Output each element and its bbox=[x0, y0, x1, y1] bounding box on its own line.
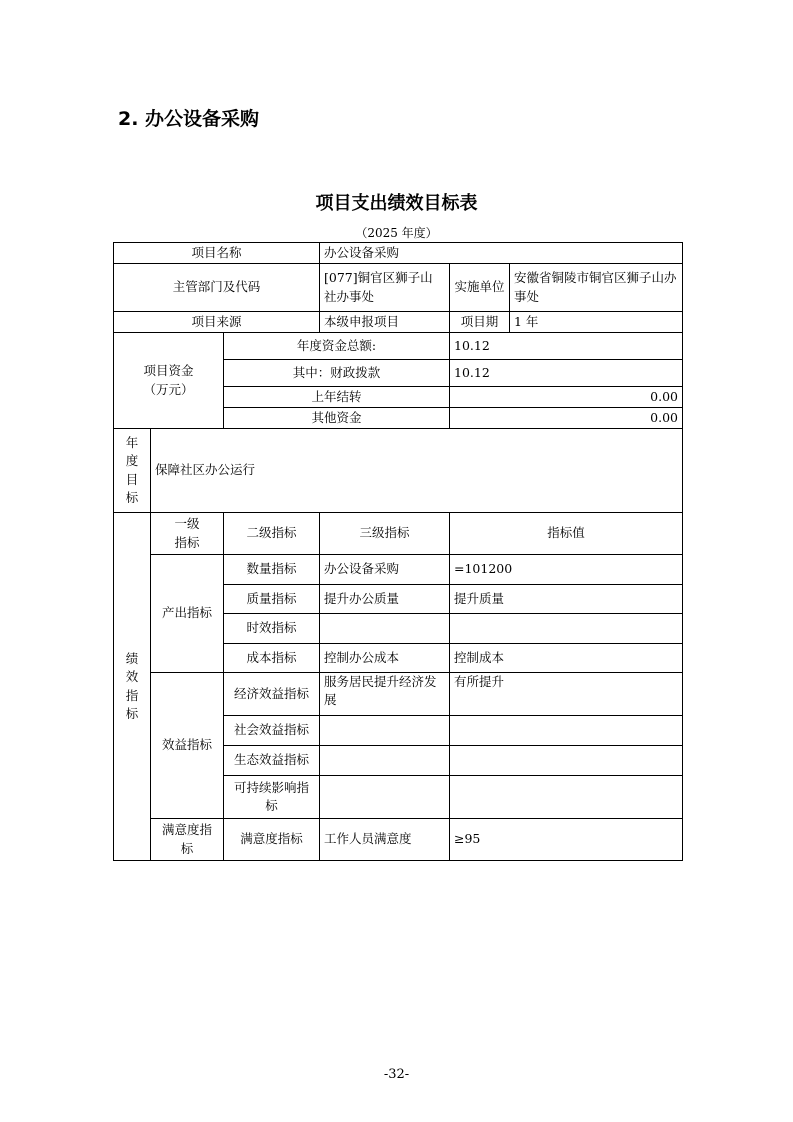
level3-cell: 工作人员满意度 bbox=[320, 819, 450, 861]
value-cell: 控制成本 bbox=[450, 644, 683, 673]
value-cell bbox=[450, 776, 683, 819]
level3-cell bbox=[320, 614, 450, 644]
level3-cell bbox=[320, 746, 450, 776]
row-source bbox=[114, 312, 683, 333]
level3-cell: 办公设备采购 bbox=[320, 555, 450, 585]
performance-indicators-label: 绩效指标 bbox=[114, 513, 151, 861]
department-label: 主管部门及代码 bbox=[114, 264, 320, 312]
output-indicators-label: 产出指标 bbox=[151, 555, 224, 673]
level2-cell: 可持续影响指标 bbox=[224, 776, 320, 819]
level2-cell: 时效指标 bbox=[224, 614, 320, 644]
project-period-label: 项目期 bbox=[450, 312, 510, 333]
row-annual-goal bbox=[114, 429, 683, 513]
project-funds-label-line2: （万元） bbox=[143, 381, 194, 397]
header-value: 指标值 bbox=[450, 513, 683, 555]
table-row bbox=[114, 555, 683, 585]
fiscal-allocation-label: 其中：财政拨款 bbox=[224, 360, 450, 387]
level2-cell: 成本指标 bbox=[224, 644, 320, 673]
value-cell: =101200 bbox=[450, 555, 683, 585]
project-source-label: 项目来源 bbox=[114, 312, 320, 333]
other-funds-value: 0.00 bbox=[450, 408, 683, 429]
project-funds-label-line1: 项目资金 bbox=[143, 363, 194, 379]
project-funds-label bbox=[114, 333, 224, 429]
header-level1: 一级指标 bbox=[151, 513, 224, 555]
level3-cell bbox=[320, 716, 450, 746]
level3-cell bbox=[320, 776, 450, 819]
level2-cell: 满意度指标 bbox=[224, 819, 320, 861]
header-level3: 三级指标 bbox=[320, 513, 450, 555]
level2-cell: 数量指标 bbox=[224, 555, 320, 585]
value-cell: 有所提升 bbox=[450, 673, 683, 716]
carryover-value: 0.00 bbox=[450, 387, 683, 408]
level2-cell: 社会效益指标 bbox=[224, 716, 320, 746]
project-source-value: 本级申报项目 bbox=[320, 312, 450, 333]
carryover-label: 上年结转 bbox=[224, 387, 450, 408]
department-value: [077]铜官区狮子山社办事处 bbox=[320, 264, 450, 312]
table-title: 项目支出绩效目标表 bbox=[315, 193, 478, 214]
satisfaction-indicators-label: 满意度指标 bbox=[151, 819, 224, 861]
level3-cell: 提升办公质量 bbox=[320, 585, 450, 614]
annual-total-label: 年度资金总额: bbox=[224, 333, 450, 360]
benefit-indicators-label: 效益指标 bbox=[151, 673, 224, 819]
implementing-unit-label: 实施单位 bbox=[450, 264, 510, 312]
row-annual-total bbox=[114, 333, 683, 360]
value-cell bbox=[450, 746, 683, 776]
table-row bbox=[114, 673, 683, 716]
table-row bbox=[114, 819, 683, 861]
header-level2: 二级指标 bbox=[224, 513, 320, 555]
indicator-header-row bbox=[114, 513, 683, 555]
table-subtitle: （2025 年度） bbox=[355, 226, 438, 240]
level2-cell: 生态效益指标 bbox=[224, 746, 320, 776]
value-cell: ≥95 bbox=[450, 819, 683, 861]
level3-cell: 服务居民提升经济发展 bbox=[320, 673, 450, 716]
row-department bbox=[114, 264, 683, 312]
row-project-name bbox=[114, 243, 683, 264]
performance-target-table bbox=[113, 242, 683, 861]
annual-goal-label: 年度目标 bbox=[114, 429, 151, 513]
implementing-unit-value: 安徽省铜陵市铜官区狮子山办事处 bbox=[510, 264, 683, 312]
level2-cell: 质量指标 bbox=[224, 585, 320, 614]
project-period-value: 1 年 bbox=[510, 312, 683, 333]
level3-cell: 控制办公成本 bbox=[320, 644, 450, 673]
value-cell bbox=[450, 716, 683, 746]
project-name-value: 办公设备采购 bbox=[320, 243, 683, 264]
level2-cell: 经济效益指标 bbox=[224, 673, 320, 716]
value-cell: 提升质量 bbox=[450, 585, 683, 614]
page-number: -32- bbox=[383, 1067, 410, 1082]
section-heading: 2. 办公设备采购 bbox=[118, 108, 260, 130]
annual-goal-value: 保障社区办公运行 bbox=[151, 429, 683, 513]
fiscal-allocation-value: 10.12 bbox=[450, 360, 683, 387]
value-cell bbox=[450, 614, 683, 644]
annual-total-value: 10.12 bbox=[450, 333, 683, 360]
project-name-label: 项目名称 bbox=[114, 243, 320, 264]
other-funds-label: 其他资金 bbox=[224, 408, 450, 429]
